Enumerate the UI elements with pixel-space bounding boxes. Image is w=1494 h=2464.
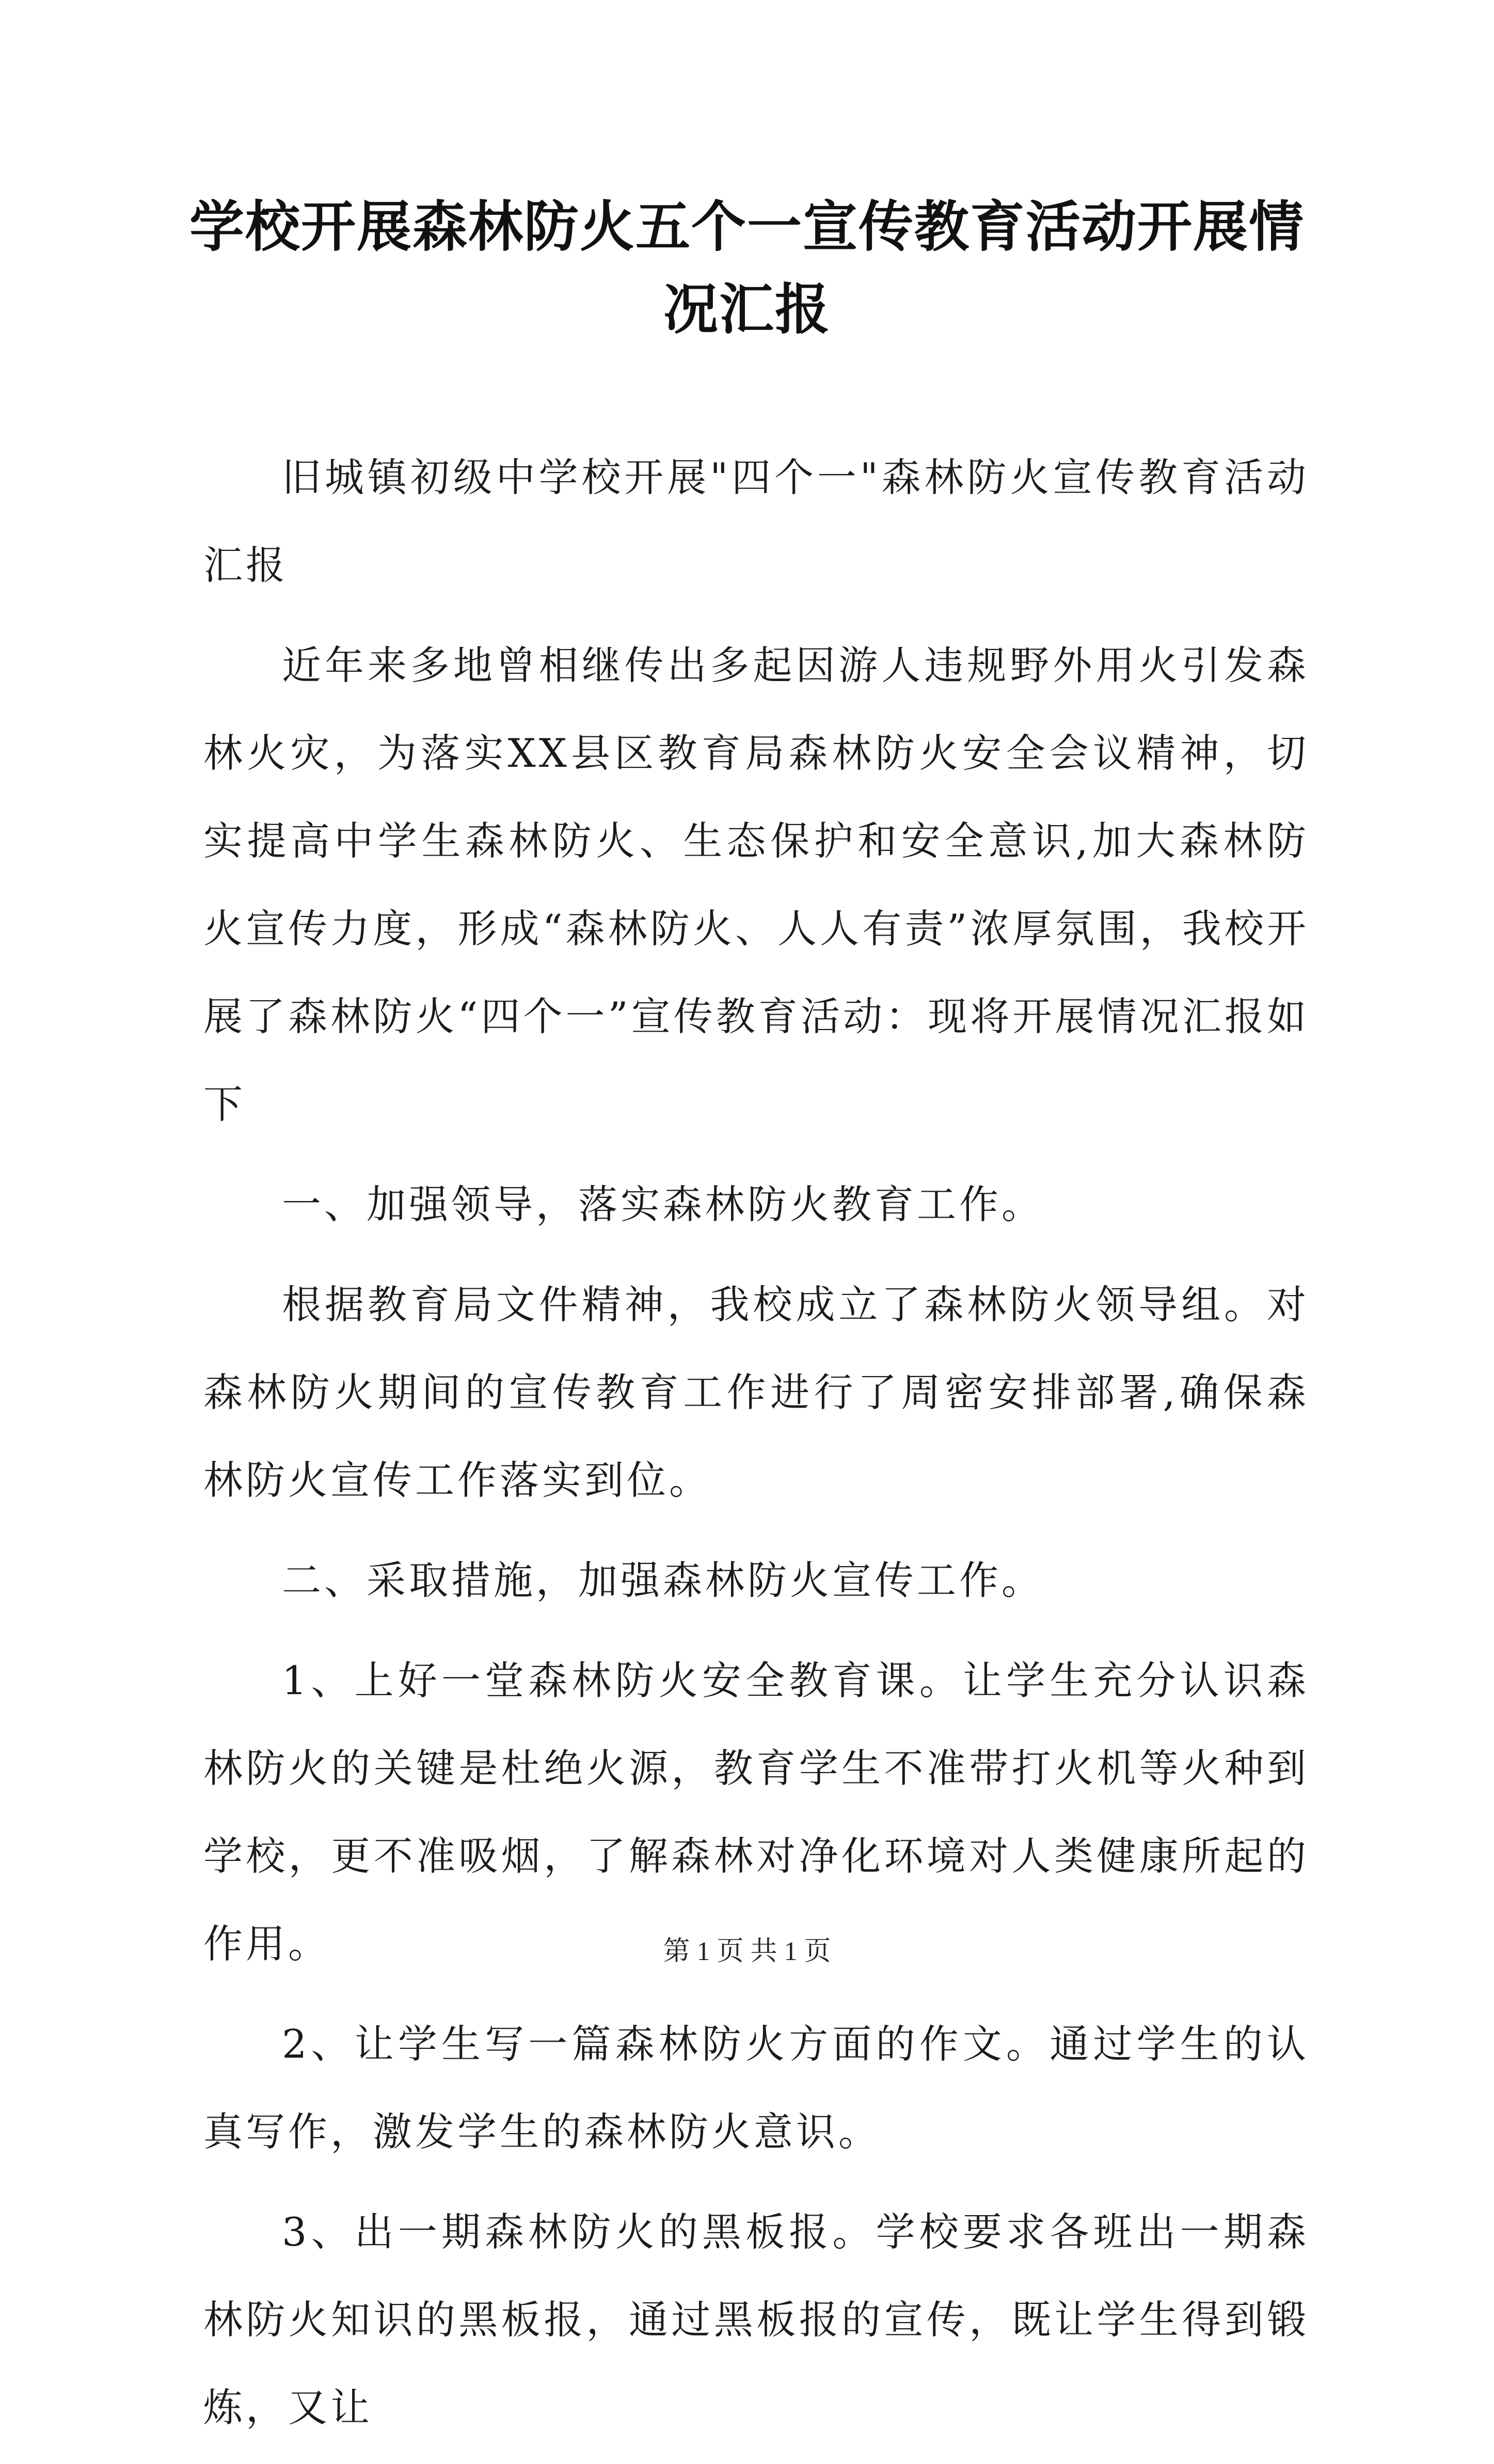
document-body	[203, 434, 1309, 2464]
paragraph-item-3: 3、出一期森林防火的黑板报。学校要求各班出一期森林防火知识的黑板报，通过黑板报的宣传，既让学生得到锻炼，又让	[203, 2209, 1309, 2430]
paragraph-introduction: 近年来多地曾相继传出多起因游人违规野外用火引发森林火灾，为落实XX县区教育局森林防火安全会议精神，切实提高中学生森林防火、生态保护和安全意识,加大森林防火宣传力度，形成“森林防火、人人有责”浓厚氛围，我校开展了森林防火“四个一”宣传教育活动：现将开展情况汇报如下	[203, 642, 1309, 1127]
page-number-footer: 第 1 页 共 1 页	[663, 1937, 831, 1966]
paragraph-subtitle: 旧城镇初级中学校开展"四个一"森林防火宣传教育活动汇报	[203, 454, 1309, 588]
paragraph-item-1: 1、上好一堂森林防火安全教育课。让学生充分认识森林防火的关键是杜绝火源，教育学生不准带打火机等火种到学校，更不准吸烟，了解森林对净化环境对人类健康所起的作用。	[203, 1657, 1309, 1967]
document-title: 学校开展森林防火五个一宣传教育活动开展情况汇报	[189, 195, 1305, 341]
paragraph-section-1: 根据教育局文件精神，我校成立了森林防火领导组。对森林防火期间的宣传教育工作进行了周密安排部署,确保森林防火宣传工作落实到位。	[203, 1282, 1309, 1503]
section-heading-2: 二、采取措施，加强森林防火宣传工作。	[282, 1557, 1044, 1603]
paragraph-item-2: 2、让学生写一篇森林防火方面的作文。通过学生的认真写作，激发学生的森林防火意识。	[203, 2021, 1309, 2155]
section-heading-1: 一、加强领导，落实森林防火教育工作。	[282, 1181, 1044, 1227]
